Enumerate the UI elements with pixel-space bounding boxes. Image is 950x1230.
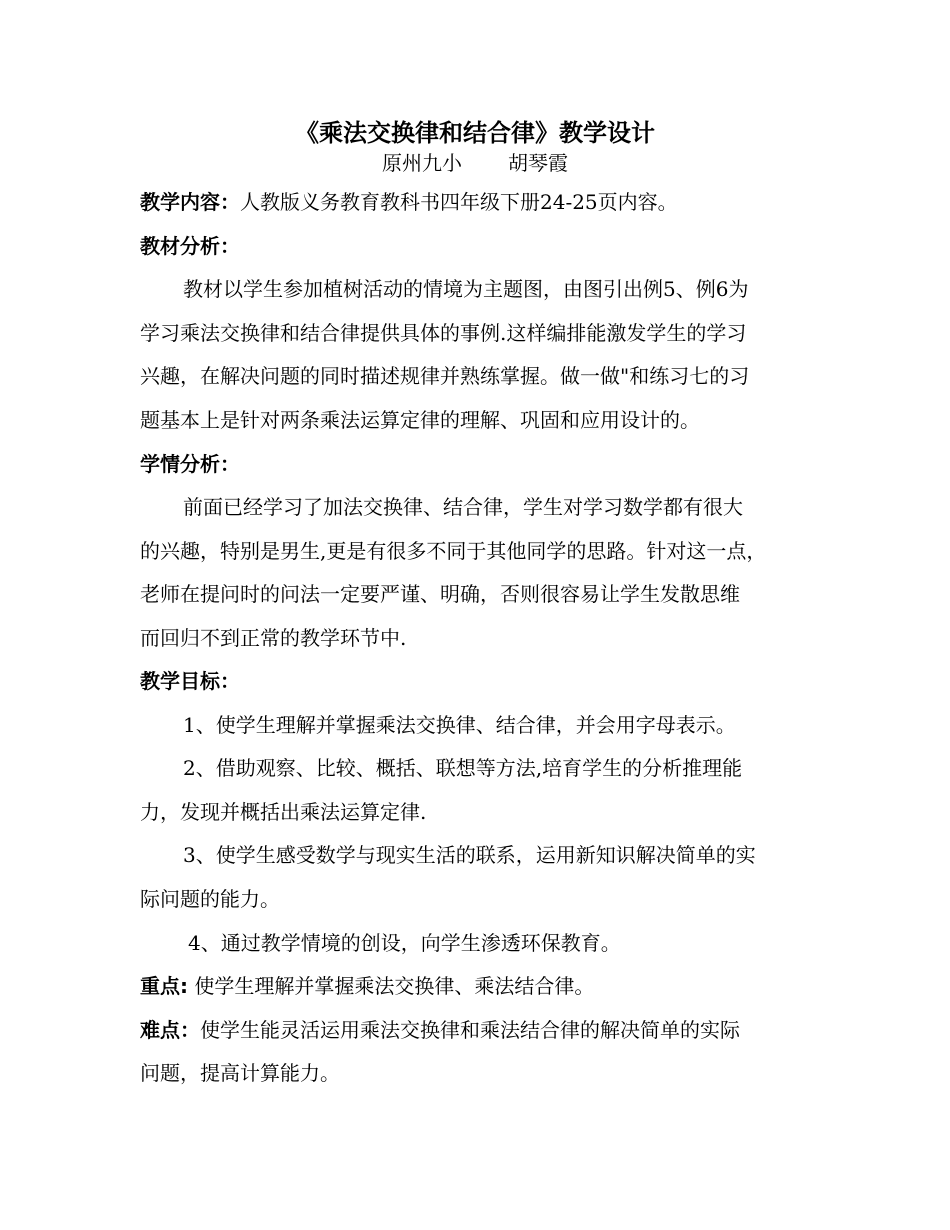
key-point-label: 重点:: [140, 974, 188, 998]
teaching-goal-line: 4、通过教学情境的创设，向学生渗透环保教育。: [188, 931, 621, 955]
teaching-goal-line: 际问题的能力。: [140, 887, 280, 911]
teaching-goal-line: 2、借助观察、比较、概括、联想等方法,培育学生的分析推理能: [183, 756, 743, 780]
textbook-analysis-line: 题基本上是针对两条乘法运算定律的理解、巩固和应用设计的。: [140, 408, 700, 432]
student-analysis-line: 的兴趣，特别是男生,更是有很多不同于其他同学的思路。针对这一点，: [140, 539, 767, 563]
teaching-goals-heading: 教学目标：: [140, 669, 240, 693]
student-analysis-line: 前面已经学习了加法交换律、结合律，学生对学习数学都有很大: [183, 495, 743, 519]
difficulty-point: [140, 1014, 740, 1043]
student-analysis-line: 而回归不到正常的教学环节中.: [140, 626, 407, 650]
author-school: 原州九小: [382, 151, 462, 175]
author-name: 胡琴霞: [508, 151, 568, 175]
difficulty-line: 问题，提高计算能力。: [140, 1061, 340, 1085]
textbook-analysis-heading: 教材分析：: [140, 234, 240, 258]
author-line: [0, 147, 950, 176]
student-analysis-heading: 学情分析：: [140, 452, 240, 476]
textbook-analysis-line: 学习乘法交换律和结合律提供具体的事例.这样编排能激发学生的学习: [140, 321, 747, 345]
student-analysis-line: 老师在提问时的问法一定要严谨、明确，否则很容易让学生发散思维: [140, 582, 740, 606]
key-point-text: 使学生理解并掌握乘法交换律、乘法结合律。: [188, 974, 595, 998]
teaching-goal-line: 1、使学生理解并掌握乘法交换律、结合律，并会用字母表示。: [183, 713, 736, 737]
teaching-goal-line: 力，发现并概括出乘法运算定律.: [140, 800, 427, 824]
difficulty-label: 难点：: [140, 1018, 200, 1042]
document-title: 《乘法交换律和结合律》教学设计: [295, 119, 655, 147]
textbook-analysis-line: 兴趣，在解决问题的同时描述规律并熟练掌握。做一做"和练习七的习: [140, 364, 750, 388]
textbook-analysis-line: 教材以学生参加植树活动的情境为主题图，由图引出例5、例6为: [183, 277, 749, 301]
teaching-content: [140, 186, 678, 215]
difficulty-line: 使学生能灵活运用乘法交换律和乘法结合律的解决简单的实际: [200, 1018, 740, 1042]
teaching-content-text: 人教版义务教育教科书四年级下册24-25页内容。: [240, 190, 678, 214]
teaching-goal-line: 3、使学生感受数学与现实生活的联系，运用新知识解决简单的实: [183, 843, 756, 867]
teaching-content-label: 教学内容：: [140, 190, 240, 214]
key-point: [140, 970, 594, 999]
